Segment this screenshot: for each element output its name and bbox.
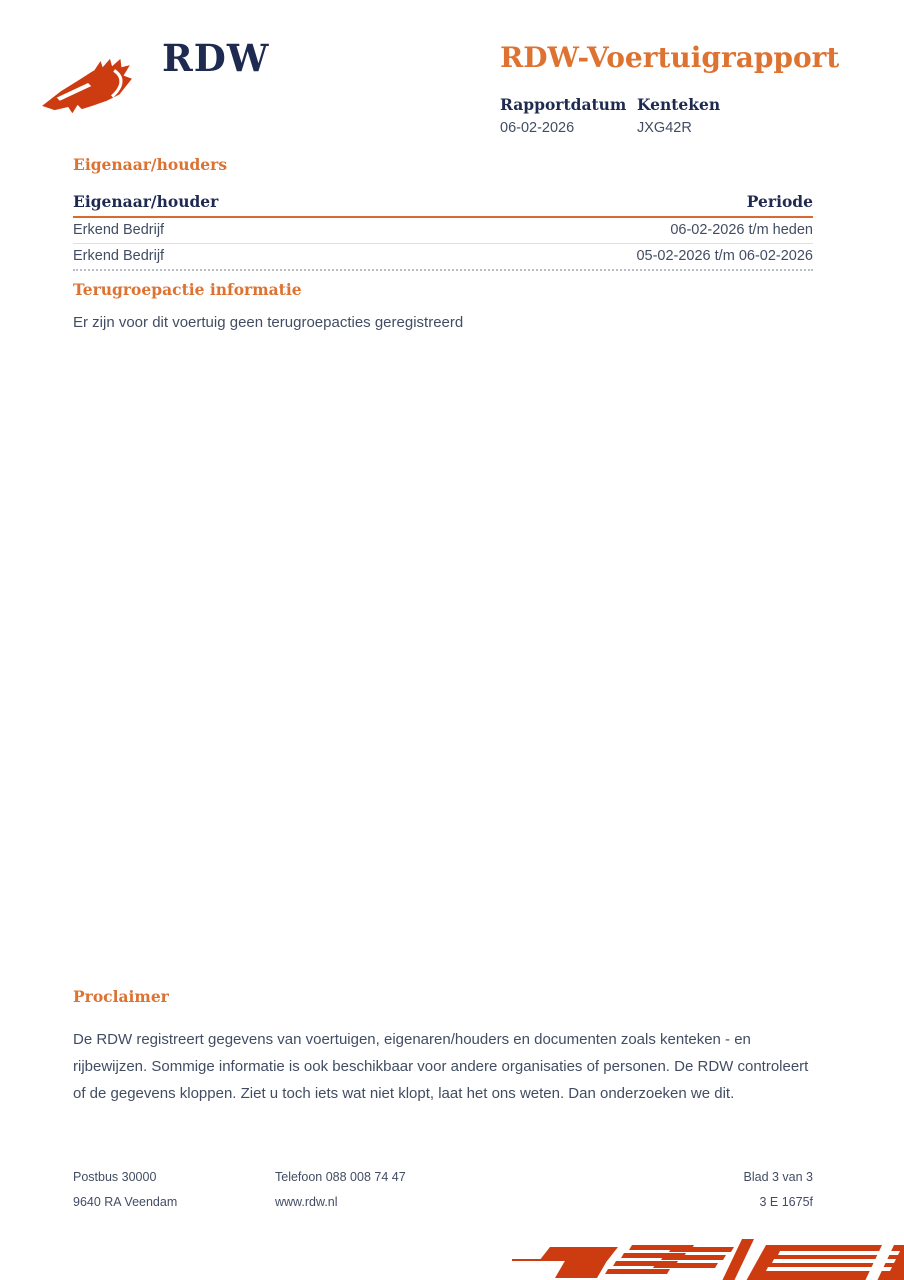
owner-name: Erkend Bedrijf [73,222,165,238]
footer-page-indicator: Blad 3 van 3 [743,1170,813,1184]
page-footer [73,1170,813,1220]
license-plate-value: JXG42R [637,120,692,136]
footer-row [73,1195,813,1209]
license-plate-block [637,95,774,136]
rdw-speed-stripes-graphic [504,1235,904,1280]
license-plate-label: Kenteken [637,95,721,114]
owner-name: Erkend Bedrijf [73,248,165,264]
footer-form-code: 3 E 1675f [759,1195,813,1209]
footer-row [73,1170,813,1184]
owner-period: 05-02-2026 t/m 06-02-2026 [636,248,813,264]
report-date-label: Rapportdatum [500,95,627,114]
footer-website: www.rdw.nl [275,1195,338,1209]
report-meta [500,95,774,136]
footer-city: 9640 RA Veendam [73,1195,178,1209]
owner-period: 06-02-2026 t/m heden [670,222,813,238]
report-date-block [500,95,637,136]
footer-phone: Telefoon 088 008 74 47 [275,1170,406,1184]
rdw-wordmark: RDW [162,36,270,80]
recall-section-heading: Terugroepactie informatie [73,280,302,299]
owners-table [73,192,813,271]
recall-section [73,281,813,333]
report-title: RDW-Voertuigrapport [500,41,840,74]
proclaimer-section-body: De RDW registreert gegevens van voertuigen, eigenaren/houders en documenten zoals kenteken - en rijbewijzen. Sommige informatie is ook beschikbaar voor andere organisaties of personen. De RDW controleert of de gegevens kloppen. Ziet u toch iets wat niet klopt, laat het ons weten. Dan onderzoeken we dit. [73,1031,809,1102]
owners-table-header [73,192,813,218]
owners-col-period: Periode [746,192,813,211]
report-date-value: 06-02-2026 [500,120,575,136]
owners-section-heading: Eigenaar/houders [73,155,228,174]
owners-table-bottom-rule [73,269,813,271]
owner-row [73,218,813,243]
owners-section [73,156,813,271]
recall-section-body: Er zijn voor dit voertuig geen terugroepacties geregistreerd [73,314,464,331]
footer-postbus: Postbus 30000 [73,1170,157,1184]
owners-col-owner: Eigenaar/houder [73,192,219,211]
rdw-wing-logo-icon [40,53,134,115]
owner-row [73,243,813,269]
proclaimer-section [73,988,813,1107]
proclaimer-section-heading: Proclaimer [73,987,169,1006]
